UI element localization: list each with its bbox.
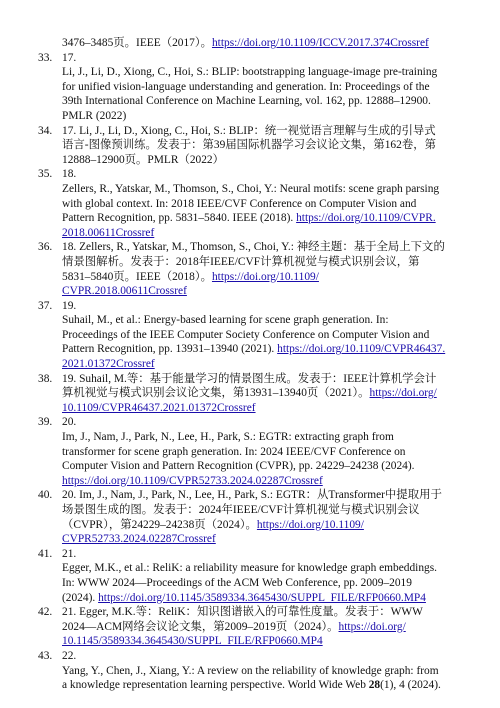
doi-link[interactable]: 10.1145/3589334.3645430/SUPPL_FILE/RFP0660.MP4	[62, 635, 323, 648]
doi-link[interactable]: https://doi.org/10.1109/ICCV.2017.374Crossref	[211, 37, 429, 49]
reference-item	[38, 488, 466, 546]
reference-text: 21.	[62, 547, 77, 560]
reference-line	[62, 386, 466, 401]
reference-text: Egger, M.K., et al.: ReliK: a reliability measure for knowledge graph embeddings.	[62, 562, 438, 575]
reference-item	[38, 605, 466, 649]
reference-text: （CVPR），第24229–24238页（2024）。	[62, 518, 257, 531]
reference-line	[62, 532, 466, 547]
reference-text: 12888–12900页。PMLR（2022）	[62, 153, 225, 166]
reference-text: Pattern Recognition, pp. 5831–5840. IEEE (2018).	[62, 212, 297, 225]
reference-body	[62, 299, 466, 372]
doi-link[interactable]: CVPR.2018.00611Crossref	[62, 285, 187, 298]
reference-text: 17. Li, J., Li, D., Xiong, C., Hoi, S.: BLIP：统一视觉语言理解与生成的引导式	[62, 124, 436, 137]
reference-text: 2024—ACM网络会议论文集，第2009–2019页（2024）。	[62, 620, 339, 633]
reference-line	[62, 401, 466, 416]
reference-list	[38, 51, 466, 693]
reference-line	[62, 240, 466, 255]
reference-line	[62, 182, 466, 197]
reference-text: 19.	[62, 299, 77, 312]
reference-body	[62, 167, 466, 240]
reference-line	[62, 620, 466, 635]
doi-link[interactable]: 2021.01372Crossref	[62, 358, 155, 371]
doi-link[interactable]: https://doi.org/	[369, 387, 437, 400]
doi-link[interactable]: https://doi.org/10.1109/CVPR.	[296, 212, 436, 225]
reference-text: 18. Zellers, R., Yatskar, M., Thomson, S., Choi, Y.: 神经主题：基于全局上下文的	[62, 241, 445, 254]
reference-body	[62, 372, 466, 416]
reference-line	[62, 65, 466, 80]
reference-item	[38, 51, 466, 124]
reference-line	[62, 518, 466, 533]
reference-item	[38, 240, 466, 298]
reference-body	[62, 415, 466, 488]
reference-line	[62, 664, 466, 679]
reference-item	[38, 649, 466, 693]
doi-link[interactable]: 10.1109/CVPR46437.2021.01372Crossref	[62, 401, 256, 414]
reference-continuation	[38, 36, 466, 51]
reference-line	[62, 547, 466, 562]
reference-text: 语言-图像预训练。发表于：第39届国际机器学习会议论文集，第162卷，第	[62, 139, 436, 152]
reference-body	[62, 240, 466, 298]
reference-number: 41.	[38, 547, 53, 560]
reference-line	[62, 634, 466, 649]
reference-text: PMLR (2022)	[62, 109, 127, 122]
reference-line	[62, 357, 466, 372]
reference-number: 34.	[38, 124, 53, 137]
volume-number: 28	[368, 679, 381, 692]
reference-line	[62, 503, 466, 518]
reference-line	[62, 211, 466, 226]
reference-number: 37.	[38, 299, 53, 312]
reference-body	[62, 124, 466, 168]
doi-link[interactable]: CVPR52733.2024.02287Crossref	[62, 533, 216, 546]
doi-link[interactable]: https://doi.org/10.1109/CVPR52733.2024.02287Crossref	[62, 474, 323, 487]
reference-text: 情景图解析。发表于：2018年IEEE/CVF计算机视觉与模式识别会议，第	[62, 255, 420, 268]
reference-text: 19. Suhail, M.等：基于能量学习的情景图生成。发表于：IEEE计算机学会计	[62, 372, 437, 385]
reference-line	[62, 109, 466, 124]
reference-item	[38, 167, 466, 240]
reference-text: Zellers, R., Yatskar, M., Thomson, S., Choi, Y.: Neural motifs: scene graph parsing	[62, 182, 440, 195]
reference-item	[38, 547, 466, 605]
reference-line	[62, 474, 466, 489]
reference-line	[62, 80, 466, 95]
doi-link[interactable]: https://doi.org/	[338, 620, 406, 633]
doi-link[interactable]: 2018.00611Crossref	[62, 226, 155, 239]
reference-text: with global context. In: 2018 IEEE/CVF Conference on Computer Vision and	[62, 197, 417, 210]
reference-item	[38, 372, 466, 416]
reference-line	[62, 591, 466, 606]
reference-line	[62, 226, 466, 241]
reference-line	[62, 415, 466, 430]
reference-text: 39th International Conference on Machine Learning, vol. 162, pp. 12888–12900.	[62, 95, 431, 108]
reference-line	[62, 649, 466, 664]
reference-line	[62, 94, 466, 109]
doi-link[interactable]: https://doi.org/10.1109/CVPR46437.	[277, 343, 446, 356]
reference-text: 22.	[62, 649, 77, 662]
reference-number: 40.	[38, 489, 53, 502]
reference-item	[38, 415, 466, 488]
reference-text: 算机视觉与模式识别会议论文集，第13931–13940页（2021）。	[62, 387, 370, 400]
reference-line	[62, 284, 466, 299]
reference-body	[62, 649, 466, 693]
reference-text: (2024).	[62, 591, 99, 604]
reference-line	[62, 197, 466, 212]
reference-line	[62, 459, 466, 474]
reference-text-after: (1), 4 (2024).	[380, 679, 441, 692]
reference-text: for unified vision-language understanding and generation. In: Proceedings of the	[62, 80, 430, 93]
doi-link[interactable]: https://doi.org/10.1109/	[256, 518, 364, 531]
reference-text: 20. Im, J., Nam, J., Park, N., Lee, H., Park, S.: EGTR：从Transformer中提取用于	[62, 489, 442, 502]
reference-number: 38.	[38, 372, 53, 385]
reference-line	[62, 299, 466, 314]
reference-line	[62, 576, 466, 591]
reference-line	[62, 372, 466, 387]
reference-line	[62, 138, 466, 153]
reference-line	[62, 270, 466, 285]
reference-text: In: WWW 2024—Proceedings of the ACM Web Conference, pp. 2009–2019	[62, 576, 412, 589]
reference-line	[62, 313, 466, 328]
reference-line	[62, 167, 466, 182]
reference-text: a knowledge representation learning perspective. World Wide Web	[62, 679, 369, 692]
reference-number: 33.	[38, 51, 53, 64]
reference-line	[62, 678, 466, 693]
reference-text: Suhail, M., et al.: Energy-based learning for scene graph generation. In:	[62, 314, 389, 327]
reference-number: 36.	[38, 241, 53, 254]
reference-text: 17.	[62, 51, 77, 64]
reference-line	[62, 561, 466, 576]
reference-line	[62, 51, 466, 66]
reference-line	[62, 430, 466, 445]
reference-text: Yang, Y., Chen, J., Xiang, Y.: A review on the reliability of knowledge graph: from	[62, 664, 439, 677]
reference-line	[62, 255, 466, 270]
reference-line	[62, 605, 466, 620]
reference-text: 21. Egger, M.K.等：ReliK：知识图谱嵌入的可靠性度量。发表于：WWW	[62, 606, 423, 619]
reference-body	[62, 605, 466, 649]
reference-text: Computer Vision and Pattern Recognition (CVPR), pp. 24229–24238 (2024).	[62, 460, 415, 473]
reference-line	[62, 328, 466, 343]
reference-body	[62, 51, 466, 124]
reference-number: 42.	[38, 606, 53, 619]
reference-text: Li, J., Li, D., Xiong, C., Hoi, S.: BLIP: bootstrapping language-image pre-training	[62, 66, 438, 79]
reference-number: 39.	[38, 416, 53, 429]
reference-line	[62, 445, 466, 460]
reference-text: 20.	[62, 416, 77, 429]
reference-text: Pattern Recognition, pp. 13931–13940 (2021).	[62, 343, 278, 356]
reference-body	[62, 488, 466, 546]
doi-link[interactable]: https://doi.org/10.1145/3589334.3645430/SUPPL_FILE/RFP0660.MP4	[98, 591, 426, 604]
reference-text: 场景图生成的图。发表于：2024年IEEE/CVF计算机视觉与模式识别会议	[62, 504, 420, 516]
doi-link[interactable]: https://doi.org/10.1109/	[211, 270, 319, 283]
reference-item	[38, 124, 466, 168]
reference-line	[62, 342, 466, 357]
continuation-text: 3476–3485页。IEEE（2017）。	[62, 37, 212, 49]
reference-text: Proceedings of the IEEE Computer Society Conference on Computer Vision and	[62, 328, 430, 341]
reference-text: transformer for scene graph generation. In: 2024 IEEE/CVF Conference on	[62, 445, 406, 458]
reference-text: Im, J., Nam, J., Park, N., Lee, H., Park, S.: EGTR: extracting graph from	[62, 431, 394, 444]
reference-line	[62, 153, 466, 168]
reference-line	[62, 488, 466, 503]
reference-body	[62, 547, 466, 605]
reference-line	[62, 124, 466, 139]
reference-item	[38, 299, 466, 372]
reference-number: 35.	[38, 168, 53, 181]
reference-number: 43.	[38, 649, 53, 662]
reference-text: 18.	[62, 168, 77, 181]
reference-text: 5831–5840页。IEEE（2018）。	[62, 270, 212, 283]
